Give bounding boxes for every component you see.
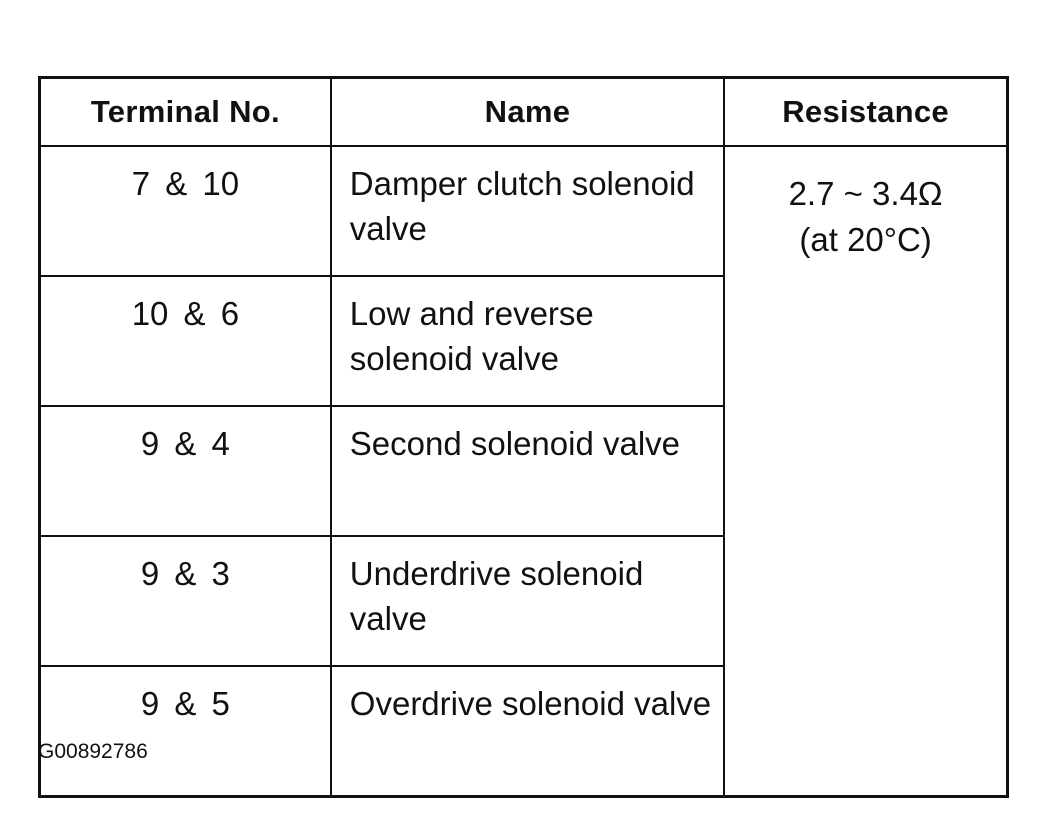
terminal-cell: 9 & 3 <box>40 536 331 666</box>
table-header-row <box>40 78 1008 147</box>
header-resistance: Resistance <box>724 78 1007 147</box>
resistance-condition: (at 20°C) <box>799 221 932 258</box>
name-cell: Underdrive solenoid valve <box>331 536 724 666</box>
name-cell: Overdrive solenoid valve <box>331 666 724 797</box>
figure-id-label: G00892786 <box>38 740 148 763</box>
name-cell: Damper clutch solenoid valve <box>331 146 724 276</box>
terminal-cell: 9 & 5 <box>40 666 331 797</box>
table-row <box>40 146 1008 276</box>
resistance-value: 2.7 ~ 3.4Ω <box>788 175 943 212</box>
header-terminal-no: Terminal No. <box>40 78 331 147</box>
terminal-cell: 10 & 6 <box>40 276 331 406</box>
resistance-cell <box>724 146 1007 797</box>
name-cell: Low and reverse solenoid valve <box>331 276 724 406</box>
header-name: Name <box>331 78 724 147</box>
name-cell: Second solenoid valve <box>331 406 724 536</box>
terminal-cell: 7 & 10 <box>40 146 331 276</box>
terminal-cell: 9 & 4 <box>40 406 331 536</box>
solenoid-resistance-table <box>38 76 1009 798</box>
